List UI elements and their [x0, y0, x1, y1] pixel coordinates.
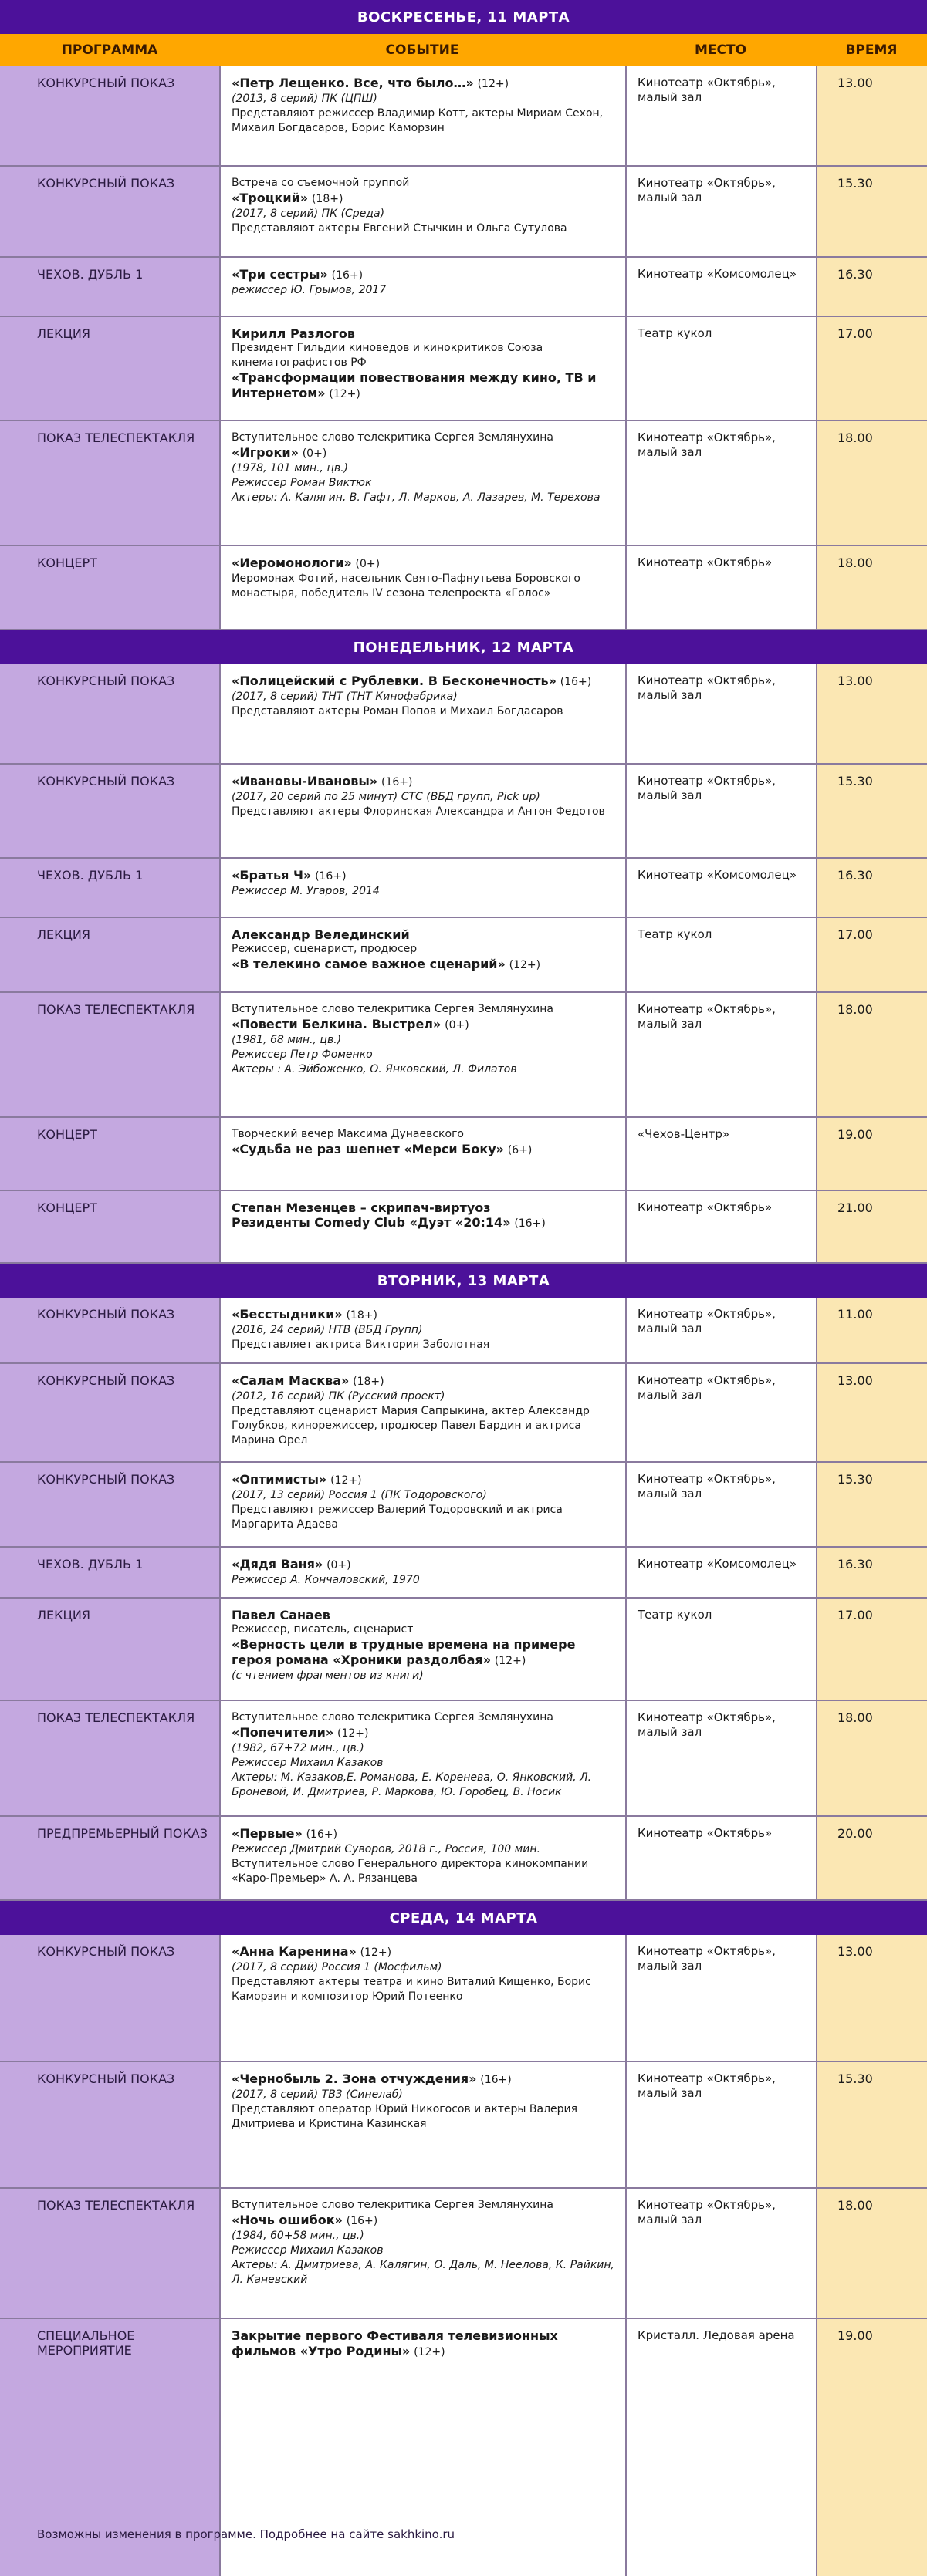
program-type: КОНКУРСНЫЙ ПОКАЗ — [37, 76, 175, 90]
event-details — [219, 1364, 625, 1461]
event-time: 13.00 — [837, 76, 873, 90]
program-type: КОНКУРСНЫЙ ПОКАЗ — [37, 1472, 175, 1487]
event-time: 18.00 — [837, 1710, 873, 1725]
event-line — [232, 1307, 614, 1323]
event-note: Вступительное слово телекритика Сергея Землянухина — [232, 431, 553, 444]
event-title: «Троцкий» — [232, 191, 309, 205]
event-meta: (2017, 8 серий) ТНТ (ТНТ Кинофабрика) — [232, 690, 458, 703]
age-rating: (12+) — [330, 1474, 362, 1487]
event-meta: (с чтением фрагментов из книги) — [232, 1670, 424, 1682]
event-title: «Ночь ошибок» — [232, 2213, 343, 2227]
schedule-row — [0, 993, 927, 1118]
event-time: 21.00 — [837, 1200, 873, 1215]
event-title: Закрытие первого Фестиваля телевизионных фильмов «Утро Родины» — [232, 2328, 558, 2358]
event-line — [232, 1557, 614, 1573]
event-place: Кинотеатр «Октябрь», малый зал — [638, 1002, 776, 1031]
age-rating: (16+) — [315, 870, 347, 883]
schedule-row — [0, 1463, 927, 1548]
event-line — [232, 1373, 614, 1389]
day-header: ВТОРНИК, 13 МАРТА — [0, 1264, 927, 1298]
event-title: «Чернобыль 2. Зона отчуждения» — [232, 2071, 477, 2086]
program-type: ПОКАЗ ТЕЛЕСПЕКТАКЛЯ — [37, 1002, 195, 1017]
program-type: ЧЕХОВ. ДУБЛЬ 1 — [37, 1557, 144, 1572]
schedule-row — [0, 1817, 927, 1901]
event-note: Представляют актеры Флоринская Александра и Антон Федотов — [232, 805, 605, 818]
event-meta: Режиссер Дмитрий Суворов, 2018 г., Россия, 100 мин. — [232, 1843, 540, 1855]
event-meta: Актеры: А. Дмитриева, А. Калягин, О. Даль, М. Неелова, К. Райкин, Л. Каневский — [232, 2259, 614, 2286]
event-time: 13.00 — [837, 1373, 873, 1388]
event-details — [219, 1191, 625, 1262]
schedule-row — [0, 258, 927, 317]
program-type: СПЕЦИАЛЬНОЕ МЕРОПРИЯТИЕ — [37, 2328, 135, 2358]
event-place: Кинотеатр «Октябрь», малый зал — [638, 1710, 776, 1739]
event-time: 16.30 — [837, 267, 873, 282]
event-line — [232, 2328, 614, 2360]
event-place: Театр кукол — [638, 1608, 712, 1622]
age-rating: (0+) — [326, 1559, 351, 1572]
event-place: Кинотеатр «Октябрь», малый зал — [638, 1373, 776, 1402]
age-rating: (16+) — [480, 2074, 512, 2086]
event-note: Представляют режиссер Валерий Тодоровский и актриса Маргарита Адаева — [232, 1504, 563, 1531]
event-line — [232, 1944, 614, 1960]
column-headers — [0, 34, 927, 66]
event-meta: (1982, 67+72 мин., цв.) — [232, 1742, 364, 1754]
event-details — [219, 258, 625, 316]
program-type: ЛЕКЦИЯ — [37, 927, 91, 942]
event-place: Кинотеатр «Комсомолец» — [638, 868, 797, 882]
event-meta: (2012, 16 серий) ПК (Русский проект) — [232, 1390, 445, 1403]
event-time: 15.30 — [837, 2071, 873, 2086]
event-note: Представляют актеры Роман Попов и Михаил Богдасаров — [232, 705, 563, 717]
event-details — [219, 2062, 625, 2187]
event-meta: Режиссер Михаил Казаков — [232, 1757, 384, 1769]
event-details — [219, 1298, 625, 1362]
event-details — [219, 993, 625, 1116]
event-meta: Режиссер Петр Фоменко — [232, 1048, 373, 1061]
event-line — [232, 957, 614, 973]
program-type: КОНЦЕРТ — [37, 555, 97, 570]
event-time: 19.00 — [837, 1127, 873, 1142]
event-line — [232, 2071, 614, 2088]
event-place: Кинотеатр «Комсомолец» — [638, 267, 797, 281]
event-place: Кинотеатр «Октябрь», малый зал — [638, 1944, 776, 1973]
age-rating: (12+) — [414, 2346, 445, 2358]
event-title: «Три сестры» — [232, 267, 328, 282]
event-details — [219, 1599, 625, 1700]
event-time: 18.00 — [837, 1002, 873, 1017]
event-meta: (2016, 24 серий) НТВ (ВБД Групп) — [232, 1324, 423, 1336]
event-line — [232, 1017, 614, 1033]
event-note: Вступительное слово телекритика Сергея Землянухина — [232, 2199, 553, 2211]
event-note: Представляют режиссер Владимир Котт, актеры Мириам Сехон, Михаил Богдасаров, Борис Каморзин — [232, 107, 604, 134]
event-details — [219, 1935, 625, 2061]
age-rating: (12+) — [494, 1655, 526, 1667]
event-place: Кинотеатр «Октябрь», малый зал — [638, 2198, 776, 2227]
schedule-row — [0, 1298, 927, 1364]
program-type: КОНЦЕРТ — [37, 1200, 97, 1215]
age-rating: (12+) — [329, 388, 360, 400]
event-time: 17.00 — [837, 326, 873, 341]
program-type: ПОКАЗ ТЕЛЕСПЕКТАКЛЯ — [37, 2198, 195, 2213]
event-meta: (1984, 60+58 мин., цв.) — [232, 2230, 364, 2242]
event-time: 15.30 — [837, 176, 873, 191]
schedule-row — [0, 1599, 927, 1701]
age-rating: (6+) — [507, 1144, 533, 1156]
column-header-place: МЕСТО — [694, 42, 747, 58]
event-place: Кинотеатр «Октябрь», малый зал — [638, 674, 776, 702]
event-note: Режиссер, писатель, сценарист — [232, 1623, 414, 1636]
schedule-row — [0, 167, 927, 258]
event-time: 16.30 — [837, 1557, 873, 1572]
event-meta: Режиссер А. Кончаловский, 1970 — [232, 1574, 420, 1586]
schedule-row — [0, 1935, 927, 2062]
event-line — [232, 267, 614, 283]
event-line — [232, 2213, 614, 2229]
event-time: 19.00 — [837, 2328, 873, 2343]
event-details — [219, 167, 625, 256]
event-title: «Первые» — [232, 1826, 303, 1841]
event-time: 17.00 — [837, 1608, 873, 1622]
event-place: Кристалл. Ледовая арена — [638, 2328, 795, 2342]
event-note: Представляют актеры театра и кино Виталий Кищенко, Борис Каморзин и композитор Юрий Потеенко — [232, 1976, 591, 2003]
program-type: КОНКУРСНЫЙ ПОКАЗ — [37, 176, 175, 191]
event-time: 18.00 — [837, 430, 873, 445]
event-meta: (2017, 20 серий по 25 минут) СТС (ВБД групп, Pick up) — [232, 791, 540, 803]
event-line — [232, 1142, 614, 1158]
event-place: Кинотеатр «Октябрь», малый зал — [638, 774, 776, 802]
event-time: 17.00 — [837, 927, 873, 942]
age-rating: (0+) — [445, 1019, 469, 1031]
schedule-row — [0, 2189, 927, 2319]
event-note: Иеромонах Фотий, насельник Свято-Пафнутьева Боровского монастыря, победитель IV сезона телепроекта «Голос» — [232, 572, 580, 599]
event-place: Кинотеатр «Комсомолец» — [638, 1557, 797, 1571]
schedule-row — [0, 546, 927, 630]
age-rating: (12+) — [337, 1727, 369, 1740]
schedule-row — [0, 1548, 927, 1599]
event-details — [219, 1817, 625, 1899]
event-title: «Петр Лещенко. Все, что было…» — [232, 76, 474, 90]
event-time: 16.30 — [837, 868, 873, 883]
event-details — [219, 421, 625, 545]
schedule-row — [0, 1118, 927, 1191]
event-details — [219, 2189, 625, 2318]
column-header-event: СОБЫТИЕ — [385, 42, 459, 58]
event-place: Кинотеатр «Октябрь» — [638, 555, 773, 569]
event-note: Режиссер, сценарист, продюсер — [232, 943, 418, 955]
program-type: ЛЕКЦИЯ — [37, 1608, 91, 1622]
event-details — [219, 317, 625, 420]
event-details — [219, 2319, 625, 2360]
event-note: Творческий вечер Максима Дунаевского — [232, 1128, 464, 1140]
schedule-row — [0, 1364, 927, 1463]
event-line — [232, 1725, 614, 1741]
column-header-program: ПРОГРАММА — [61, 42, 158, 58]
schedule-row — [0, 1701, 927, 1817]
event-title: «Иеромонологи» — [232, 555, 352, 570]
event-meta: режиссер Ю. Грымов, 2017 — [232, 284, 387, 296]
event-title: «Анна Каренина» — [232, 1944, 357, 1959]
event-details — [219, 1701, 625, 1815]
event-meta: (2017, 8 серий) ПК (Среда) — [232, 208, 385, 220]
event-details — [219, 664, 625, 763]
event-line — [232, 1215, 614, 1231]
event-meta: Актеры: А. Калягин, В. Гафт, Л. Марков, А. Лазарев, М. Терехова — [232, 491, 601, 504]
event-line — [232, 868, 614, 884]
day-header: ВОСКРЕСЕНЬЕ, 11 МАРТА — [0, 0, 927, 34]
age-rating: (12+) — [509, 959, 541, 971]
program-type: КОНКУРСНЫЙ ПОКАЗ — [37, 774, 175, 788]
event-line — [232, 370, 614, 402]
program-type: ЛЕКЦИЯ — [37, 326, 91, 341]
event-note: Представляют сценарист Мария Сапрыкина, актер Александр Голубков, кинорежиссер, продюсер Павел Бардин и актриса Марина Орел — [232, 1405, 590, 1447]
schedule-row — [0, 317, 927, 421]
event-place: Кинотеатр «Октябрь» — [638, 1826, 773, 1840]
event-speaker: Александр Велединский — [232, 927, 410, 942]
schedule-row — [0, 66, 927, 167]
event-title: «Попечители» — [232, 1725, 334, 1740]
event-time: 20.00 — [837, 1826, 873, 1841]
age-rating: (16+) — [560, 676, 592, 688]
event-details — [219, 546, 625, 629]
event-title: Резиденты Comedy Club «Дуэт «20:14» — [232, 1215, 511, 1230]
event-line — [232, 445, 614, 461]
event-details — [219, 859, 625, 917]
event-meta: (2013, 8 серий) ПК (ЦПШ) — [232, 93, 377, 105]
event-meta: (2017, 8 серий) ТВ3 (Синелаб) — [232, 2088, 403, 2101]
event-details — [219, 918, 625, 991]
event-meta: (1981, 68 мин., цв.) — [232, 1034, 342, 1046]
age-rating: (16+) — [514, 1217, 546, 1230]
program-type: КОНЦЕРТ — [37, 1127, 97, 1142]
event-meta: Актеры: М. Казаков,Е. Романова, Е. Коренева, О. Янковский, Л. Броневой, И. Дмитриев, Р. Маркова, Ю. Горобец, В. Носик — [232, 1771, 592, 1798]
event-title: «Бесстыдники» — [232, 1307, 343, 1322]
age-rating: (16+) — [331, 269, 364, 282]
age-rating: (0+) — [302, 447, 327, 460]
program-type: ЧЕХОВ. ДУБЛЬ 1 — [37, 868, 144, 883]
schedule-row — [0, 765, 927, 859]
event-title: «Трансформации повествования между кино, ТВ и Интернетом» — [232, 370, 597, 400]
event-note: Вступительное слово Генерального директора кинокомпании «Каро-Премьер» А. А. Рязанцева — [232, 1858, 589, 1885]
event-note: Вступительное слово телекритика Сергея Землянухина — [232, 1711, 553, 1724]
event-line — [232, 674, 614, 690]
event-meta: Режиссер М. Угаров, 2014 — [232, 885, 380, 897]
event-place: Кинотеатр «Октябрь», малый зал — [638, 2071, 776, 2100]
program-type: ПОКАЗ ТЕЛЕСПЕКТАКЛЯ — [37, 1710, 195, 1725]
event-title: «Братья Ч» — [232, 868, 312, 883]
event-line — [232, 774, 614, 790]
age-rating: (12+) — [477, 78, 509, 90]
event-details — [219, 1548, 625, 1597]
event-details — [219, 1118, 625, 1190]
event-time: 15.30 — [837, 774, 873, 788]
event-time: 15.30 — [837, 1472, 873, 1487]
schedule-row — [0, 421, 927, 546]
program-type: ЧЕХОВ. ДУБЛЬ 1 — [37, 267, 144, 282]
event-meta: Режиссер Михаил Казаков — [232, 2244, 384, 2257]
event-line — [232, 555, 614, 572]
program-type: КОНКУРСНЫЙ ПОКАЗ — [37, 1307, 175, 1322]
schedule-row — [0, 2319, 927, 2360]
program-type: КОНКУРСНЫЙ ПОКАЗ — [37, 2071, 175, 2086]
event-note: Вступительное слово телекритика Сергея Землянухина — [232, 1003, 553, 1015]
footer-note: Возможны изменения в программе. Подробнее на сайте sakhkino.ru — [37, 2527, 455, 2541]
event-title: «Дядя Ваня» — [232, 1557, 323, 1572]
event-note: Представляют актеры Евгений Стычкин и Ольга Сутулова — [232, 222, 567, 235]
event-time: 18.00 — [837, 555, 873, 570]
day-header: СРЕДА, 14 МАРТА — [0, 1901, 927, 1935]
event-title: «Повести Белкина. Выстрел» — [232, 1017, 442, 1031]
age-rating: (16+) — [306, 1828, 338, 1841]
age-rating: (18+) — [346, 1309, 377, 1322]
event-time: 18.00 — [837, 2198, 873, 2213]
age-rating: (16+) — [381, 776, 413, 788]
event-title: «Ивановы-Ивановы» — [232, 774, 378, 788]
schedule-row — [0, 859, 927, 918]
event-place: Кинотеатр «Октябрь», малый зал — [638, 176, 776, 204]
schedule-row — [0, 664, 927, 765]
age-rating: (0+) — [355, 558, 381, 570]
event-line — [232, 191, 614, 207]
event-meta: Актеры : А. Эйбоженко, О. Янковский, Л. Филатов — [232, 1063, 517, 1075]
event-meta: Режиссер Роман Виктюк — [232, 477, 372, 489]
event-title: «Судьба не раз шепнет «Мерси Боку» — [232, 1142, 504, 1156]
event-details — [219, 765, 625, 857]
program-type: КОНКУРСНЫЙ ПОКАЗ — [37, 1944, 175, 1959]
event-line — [232, 1637, 614, 1669]
event-time: 13.00 — [837, 1944, 873, 1959]
event-note: Представляют оператор Юрий Никогосов и актеры Валерия Дмитриева и Кристина Казинская — [232, 2103, 578, 2130]
age-rating: (16+) — [346, 2215, 378, 2227]
event-place: Кинотеатр «Октябрь», малый зал — [638, 1472, 776, 1501]
event-note: Представляет актриса Виктория Заболотная — [232, 1339, 490, 1351]
event-speaker: Степан Мезенцев – скрипач-виртуоз — [232, 1200, 491, 1215]
program-type: ПРЕДПРЕМЬЕРНЫЙ ПОКАЗ — [37, 1826, 208, 1841]
event-title: «Оптимисты» — [232, 1472, 327, 1487]
event-place: Кинотеатр «Октябрь», малый зал — [638, 430, 776, 459]
event-place: Театр кукол — [638, 927, 712, 941]
event-note: Встреча со съемочной группой — [232, 177, 410, 189]
age-rating: (18+) — [311, 193, 343, 205]
event-title: «В телекино самое важное сценарий» — [232, 957, 506, 971]
event-details — [219, 1463, 625, 1546]
event-line — [232, 76, 614, 92]
event-line — [232, 1472, 614, 1488]
event-note: Президент Гильдии киноведов и кинокритиков Союза кинематографистов РФ — [232, 342, 543, 369]
column-header-time: ВРЕМЯ — [845, 42, 898, 58]
event-meta: (1978, 101 мин., цв.) — [232, 462, 349, 474]
event-place: Театр кукол — [638, 326, 712, 340]
event-line — [232, 1826, 614, 1842]
event-speaker: Кирилл Разлогов — [232, 326, 355, 341]
schedule-row — [0, 918, 927, 993]
event-title: «Верность цели в трудные времена на примере героя романа «Хроники раздолбая» — [232, 1637, 576, 1667]
schedule-row — [0, 2062, 927, 2189]
event-title: «Игроки» — [232, 445, 299, 460]
event-details — [219, 66, 625, 165]
event-meta: (2017, 13 серий) Россия 1 (ПК Тодоровского) — [232, 1489, 487, 1501]
event-place: «Чехов-Центр» — [638, 1127, 730, 1141]
program-type: ПОКАЗ ТЕЛЕСПЕКТАКЛЯ — [37, 430, 195, 445]
program-type: КОНКУРСНЫЙ ПОКАЗ — [37, 1373, 175, 1388]
event-title: «Салам Масква» — [232, 1373, 350, 1388]
event-speaker: Павел Санаев — [232, 1608, 330, 1622]
event-meta: (2017, 8 серий) Россия 1 (Мосфильм) — [232, 1961, 442, 1973]
day-header: ПОНЕДЕЛЬНИК, 12 МАРТА — [0, 630, 927, 664]
program-type: КОНКУРСНЫЙ ПОКАЗ — [37, 674, 175, 688]
age-rating: (12+) — [360, 1946, 392, 1959]
event-place: Кинотеатр «Октябрь», малый зал — [638, 1307, 776, 1335]
event-time: 13.00 — [837, 674, 873, 688]
event-place: Кинотеатр «Октябрь», малый зал — [638, 76, 776, 104]
event-title: «Полицейский с Рублевки. В Бесконечность» — [232, 674, 557, 688]
schedule-row — [0, 1191, 927, 1264]
age-rating: (18+) — [353, 1376, 384, 1388]
event-time: 11.00 — [837, 1307, 873, 1322]
event-place: Кинотеатр «Октябрь» — [638, 1200, 773, 1214]
